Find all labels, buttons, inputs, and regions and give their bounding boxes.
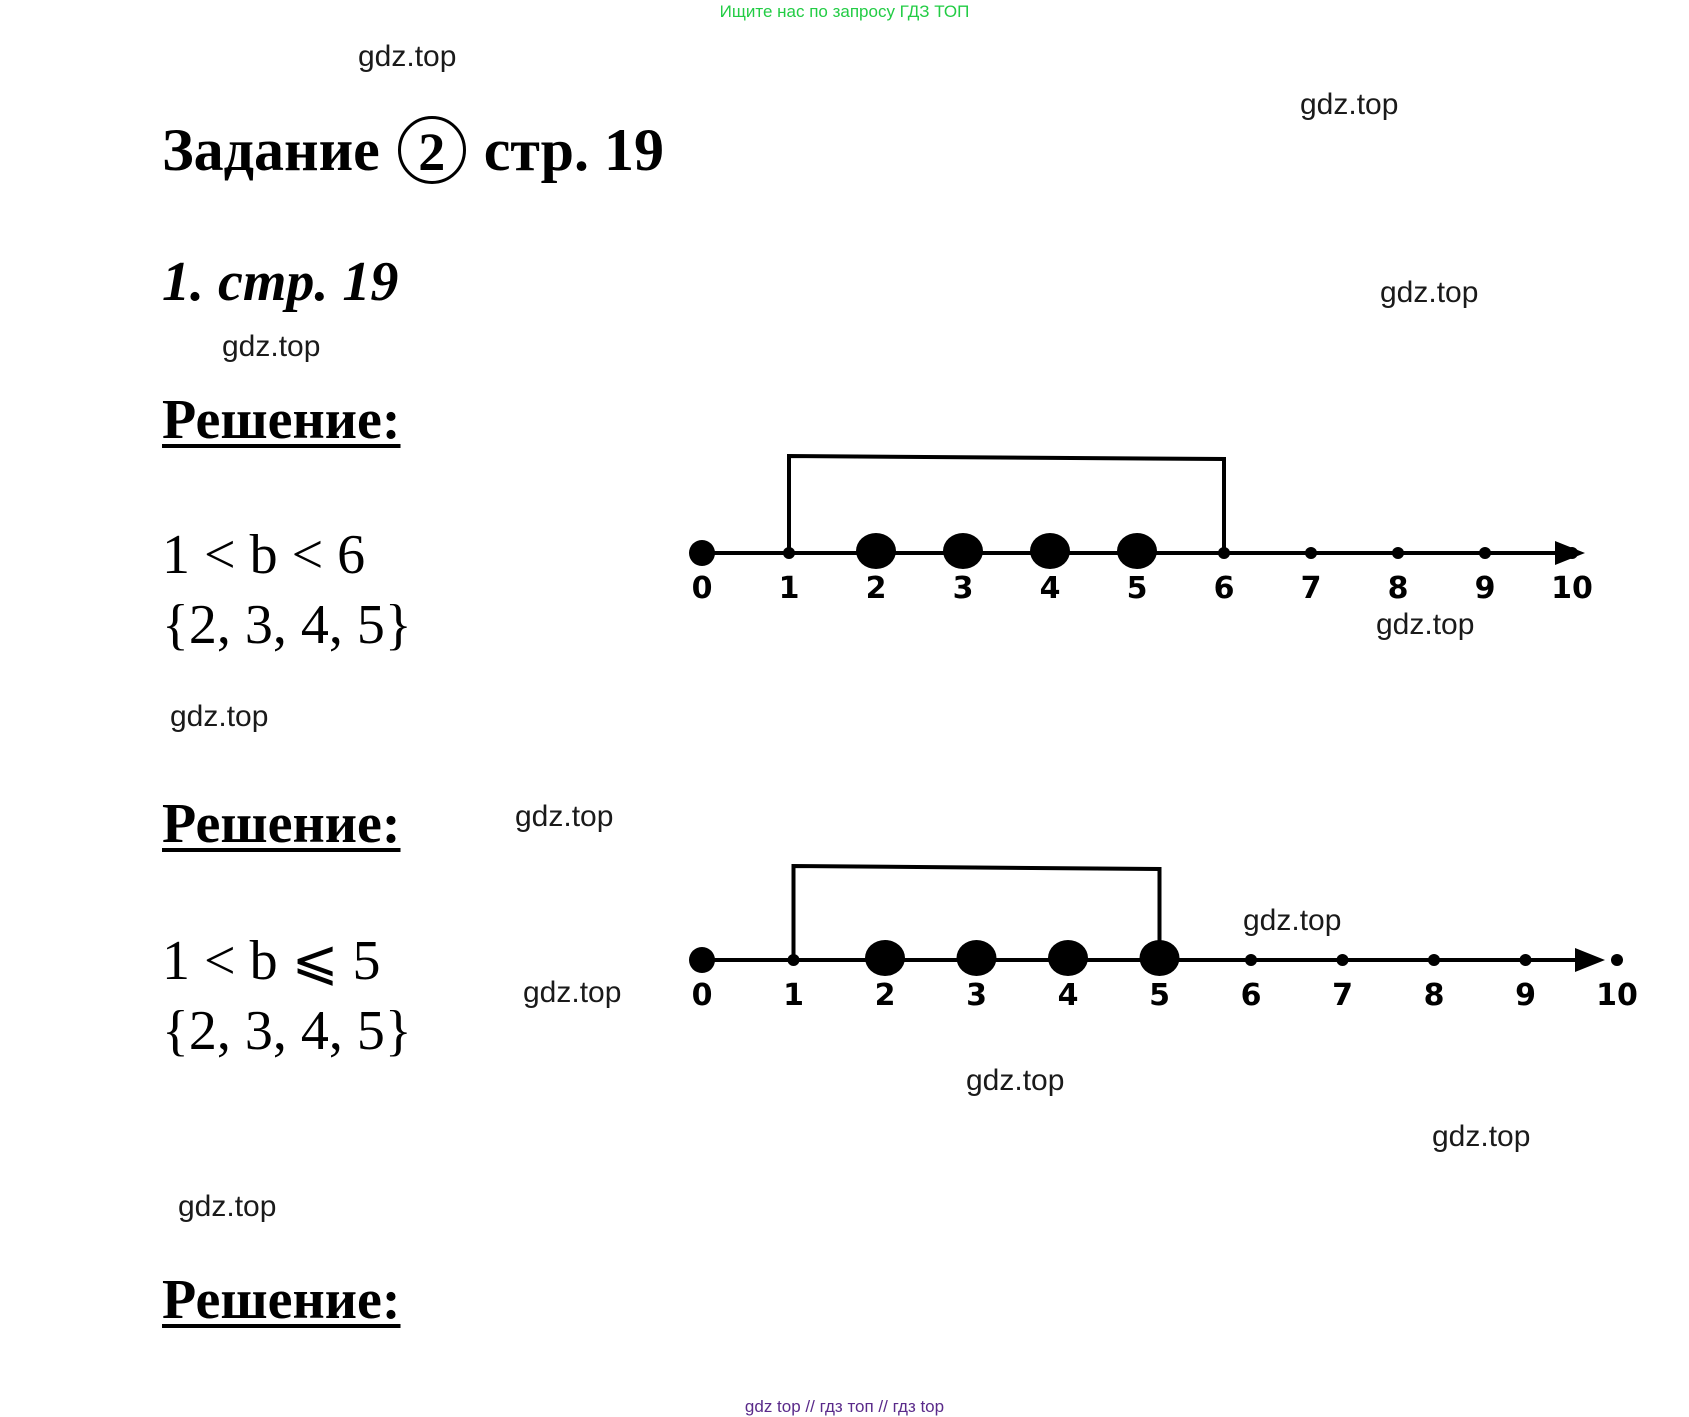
- tick-label: 1: [778, 571, 800, 606]
- tick-label: 0: [691, 571, 713, 606]
- highlighted-point: [1030, 533, 1070, 569]
- number-line: [680, 440, 1620, 620]
- tick-point: [1245, 954, 1257, 966]
- tick-label: 9: [1474, 571, 1496, 606]
- tick-label: 9: [1515, 978, 1536, 1013]
- tick-point: [1305, 547, 1317, 559]
- watermark: gdz.top: [1300, 88, 1399, 121]
- tick-label: 2: [865, 571, 887, 606]
- highlighted-point: [1048, 940, 1088, 976]
- tick-label: 5: [1149, 978, 1170, 1013]
- highlighted-point: [856, 533, 896, 569]
- watermark: gdz.top: [966, 1064, 1065, 1097]
- task-suffix: стр. 19: [483, 116, 665, 183]
- tick-label: 8: [1423, 978, 1445, 1013]
- watermark: gdz.top: [1432, 1120, 1531, 1153]
- watermark: gdz.top: [1376, 608, 1475, 641]
- tick-point: [1520, 954, 1532, 966]
- watermark: gdz.top: [178, 1190, 277, 1223]
- highlighted-point: [689, 947, 715, 973]
- highlighted-point: [957, 940, 997, 976]
- tick-point: [1611, 954, 1623, 966]
- solution-label: Решение:: [162, 1269, 401, 1331]
- tick-label: 4: [1039, 571, 1061, 606]
- highlighted-point: [1140, 940, 1180, 976]
- highlighted-point: [865, 940, 905, 976]
- tick-point: [1428, 954, 1440, 966]
- interval-bracket: [789, 456, 1224, 553]
- watermark: gdz.top: [515, 800, 614, 833]
- axis-arrow: [1575, 948, 1605, 972]
- watermark: gdz.top: [358, 40, 457, 73]
- tick-point: [1566, 547, 1578, 559]
- task-heading: [162, 110, 664, 190]
- watermark: gdz.top: [1380, 276, 1479, 309]
- watermark: gdz.top: [523, 976, 622, 1009]
- highlighted-point: [943, 533, 983, 569]
- highlighted-point: [1117, 533, 1157, 569]
- tick-label: 8: [1387, 571, 1409, 606]
- tick-label: 3: [952, 571, 974, 606]
- tick-label: 7: [1300, 571, 1322, 606]
- footer-links: gdz top // гдз топ // гдз top: [744, 1397, 945, 1416]
- tick-label: 5: [1126, 571, 1148, 606]
- tick-point: [1218, 547, 1230, 559]
- tick-label: 0: [691, 978, 713, 1013]
- highlighted-point: [689, 540, 715, 566]
- task-number-circle: 2: [398, 116, 466, 184]
- solution-label: Решение:: [162, 793, 401, 855]
- tick-label: 6: [1213, 571, 1235, 606]
- tick-point: [1479, 547, 1491, 559]
- number-line: [680, 850, 1640, 1030]
- solution-label: Решение:: [162, 389, 401, 451]
- tick-point: [783, 547, 795, 559]
- inequality: 1 < b < 6: [162, 524, 366, 586]
- tick-label: 7: [1332, 978, 1353, 1013]
- watermark: gdz.top: [1243, 904, 1342, 937]
- tick-label: 10: [1596, 978, 1638, 1013]
- solution-set: {2, 3, 4, 5}: [162, 594, 412, 656]
- tick-point: [1392, 547, 1404, 559]
- subtask-heading: 1. стр. 19: [162, 251, 399, 313]
- tick-point: [1337, 954, 1349, 966]
- tick-label: 1: [783, 978, 804, 1013]
- tick-label: 3: [966, 978, 987, 1013]
- tick-label: 6: [1240, 978, 1262, 1013]
- tick-label: 4: [1057, 978, 1079, 1013]
- top-banner: Ищите нас по запросу ГДЗ ТОП: [719, 2, 970, 21]
- tick-point: [788, 954, 800, 966]
- watermark: gdz.top: [222, 330, 321, 363]
- tick-label: 10: [1551, 571, 1593, 606]
- inequality: 1 < b ⩽ 5: [162, 930, 381, 992]
- solution-set: {2, 3, 4, 5}: [162, 1000, 412, 1062]
- task-prefix: Задание: [162, 116, 380, 183]
- watermark: gdz.top: [170, 700, 269, 733]
- tick-label: 2: [874, 978, 896, 1013]
